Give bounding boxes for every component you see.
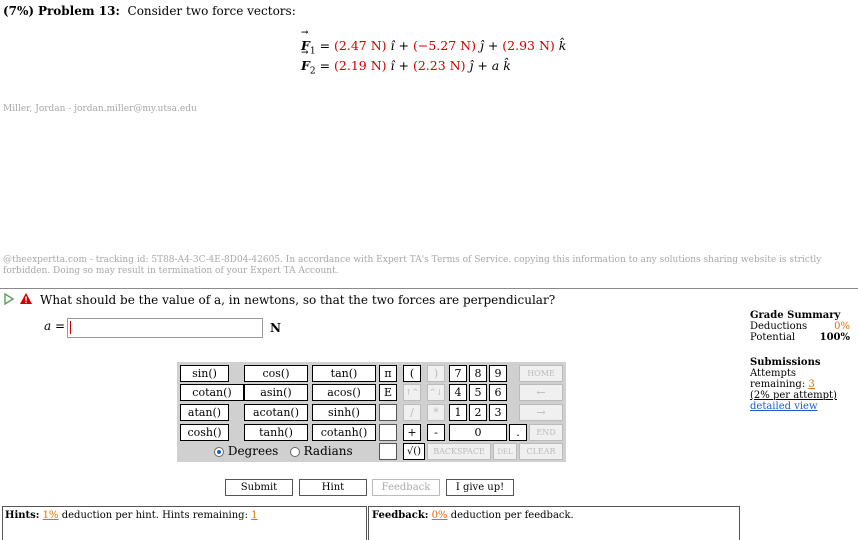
key-backspace[interactable]: BACKSPACE [427, 443, 491, 460]
answer-input[interactable] [67, 318, 263, 338]
text-caret [70, 321, 71, 334]
key-7[interactable]: 7 [449, 365, 467, 382]
key-asin[interactable]: asin() [244, 384, 308, 401]
degrees-radio[interactable] [214, 447, 224, 457]
problem-intro: Consider two force vectors: [127, 4, 296, 18]
author-line: Miller, Jordan - jordan.miller@my.utsa.edu [3, 104, 197, 114]
key-sinh[interactable]: sinh() [312, 404, 376, 421]
key-atan[interactable]: atan() [180, 404, 229, 421]
key-star[interactable]: * [427, 404, 445, 421]
key-cosh[interactable]: cosh() [180, 424, 229, 441]
key-home[interactable]: HOME [519, 365, 563, 382]
hint-button[interactable]: Hint [299, 479, 367, 496]
radians-label: Radians [303, 444, 353, 458]
key-cotan[interactable]: cotan() [180, 384, 244, 401]
key-right[interactable]: → [519, 404, 563, 421]
f2-subscript: 2 [309, 66, 316, 77]
feedback-button[interactable]: Feedback [372, 479, 440, 496]
key-6[interactable]: 6 [489, 384, 507, 401]
warning-icon [19, 292, 33, 305]
f2-y: 2.23 [417, 58, 446, 73]
force-vector-1: → $F_1 = (2.47$ N) î + (−5.27 N) ĵ + (2.93 N) k̂ [301, 38, 566, 57]
hints-label: Hints: [5, 510, 40, 521]
attempts-value: 3 [808, 379, 815, 390]
feedback-deduction-text: deduction per feedback. [450, 510, 574, 521]
key-blank-1 [379, 404, 397, 421]
per-attempt: (2% per attempt) [750, 390, 837, 401]
grade-summary [750, 310, 850, 412]
key-plus[interactable]: + [403, 424, 421, 441]
question-text: What should be the value of a, in newtons, so that the two forces are perpendicular? [40, 293, 556, 307]
tracking-notice [3, 255, 853, 277]
key-cos[interactable]: cos() [244, 365, 308, 382]
radians-radio[interactable] [290, 447, 300, 457]
key-3[interactable]: 3 [489, 404, 507, 421]
answer-unit: N [270, 321, 281, 335]
key-8[interactable]: 8 [469, 365, 487, 382]
key-end[interactable]: END [529, 424, 563, 441]
key-acotan[interactable]: acotan() [244, 404, 308, 421]
key-lparen[interactable]: ( [403, 365, 421, 382]
key-sin[interactable]: sin() [180, 365, 229, 382]
key-sqrt[interactable]: √() [403, 443, 425, 460]
key-2[interactable]: 2 [469, 404, 487, 421]
f1-y: −5.27 [417, 38, 457, 53]
give-up-button[interactable]: I give up! [446, 479, 514, 496]
key-acos[interactable]: acos() [312, 384, 376, 401]
attempts-label: Attempts remaining: [750, 368, 806, 390]
f2-z-symbol: a [491, 58, 500, 73]
feedback-panel [368, 506, 740, 540]
hint-deduction: 1% [42, 510, 59, 521]
key-slash[interactable]: / [403, 404, 421, 421]
hints-panel [2, 506, 367, 540]
f1-symbol: → F [301, 38, 310, 53]
deductions-value: 0% [834, 321, 850, 332]
feedback-label: Feedback: [372, 510, 429, 521]
deductions-label: Deductions [750, 321, 808, 332]
problem-header [3, 4, 296, 18]
key-up[interactable]: ↑^ [403, 384, 421, 401]
question-row [3, 292, 603, 308]
grade-summary-title: Grade Summary [750, 310, 841, 321]
f1-x: 2.47 [338, 38, 367, 53]
submissions-title: Submissions [750, 357, 821, 368]
potential-value: 100% [819, 332, 850, 343]
tracking-line-2: forbidden. Doing so may result in termination of your Expert TA Account. [3, 266, 339, 276]
key-dot[interactable]: . [509, 424, 527, 441]
key-blank-3 [379, 443, 397, 460]
f1-subscript: 1 [309, 46, 316, 57]
angle-mode [214, 444, 353, 458]
f1-z: 2.93 [507, 38, 535, 53]
key-down[interactable]: ^↓ [427, 384, 445, 401]
submit-button[interactable]: Submit [225, 479, 293, 496]
key-5[interactable]: 5 [469, 384, 487, 401]
f2-x: 2.19 [338, 58, 367, 73]
section-divider [0, 288, 858, 289]
tracking-line-1: @theexpertta.com - tracking id: 5T88-A4-3C-4E-8D04-42605. In accordance with Expert TA's Terms of Service. copying this information to any solutions sharing website is strictly [3, 255, 822, 265]
key-tanh[interactable]: tanh() [244, 424, 308, 441]
potential-label: Potential [750, 332, 796, 343]
key-clear[interactable]: CLEAR [519, 443, 563, 460]
force-vector-2: → $F_2 = (2.19$ N) î + (2.23 N) ĵ + a k̂ [301, 58, 511, 77]
degrees-label: Degrees [227, 444, 279, 458]
play-icon[interactable] [3, 293, 15, 305]
key-tan[interactable]: tan() [312, 365, 376, 382]
key-e[interactable]: E [379, 384, 397, 401]
hint-deduction-text: deduction per hint. Hints remaining: [61, 510, 248, 521]
problem-number: Problem 13: [37, 4, 120, 18]
key-1[interactable]: 1 [449, 404, 467, 421]
detailed-view-link[interactable]: detailed view [750, 401, 818, 412]
key-4[interactable]: 4 [449, 384, 467, 401]
answer-label: a = [44, 319, 66, 333]
key-minus[interactable]: - [427, 424, 445, 441]
key-pi[interactable]: π [379, 365, 397, 382]
key-9[interactable]: 9 [489, 365, 507, 382]
key-cotanh[interactable]: cotanh() [312, 424, 376, 441]
hints-remaining: 1 [251, 510, 258, 521]
problem-weight: (7%) [3, 4, 35, 18]
f2-symbol: → F [301, 58, 310, 73]
key-blank-2 [379, 424, 397, 441]
key-left[interactable]: ← [519, 384, 563, 401]
key-0[interactable]: 0 [449, 424, 507, 441]
feedback-deduction: 0% [431, 510, 448, 521]
key-del[interactable]: DEL [493, 443, 517, 460]
key-rparen[interactable]: ) [427, 365, 445, 382]
